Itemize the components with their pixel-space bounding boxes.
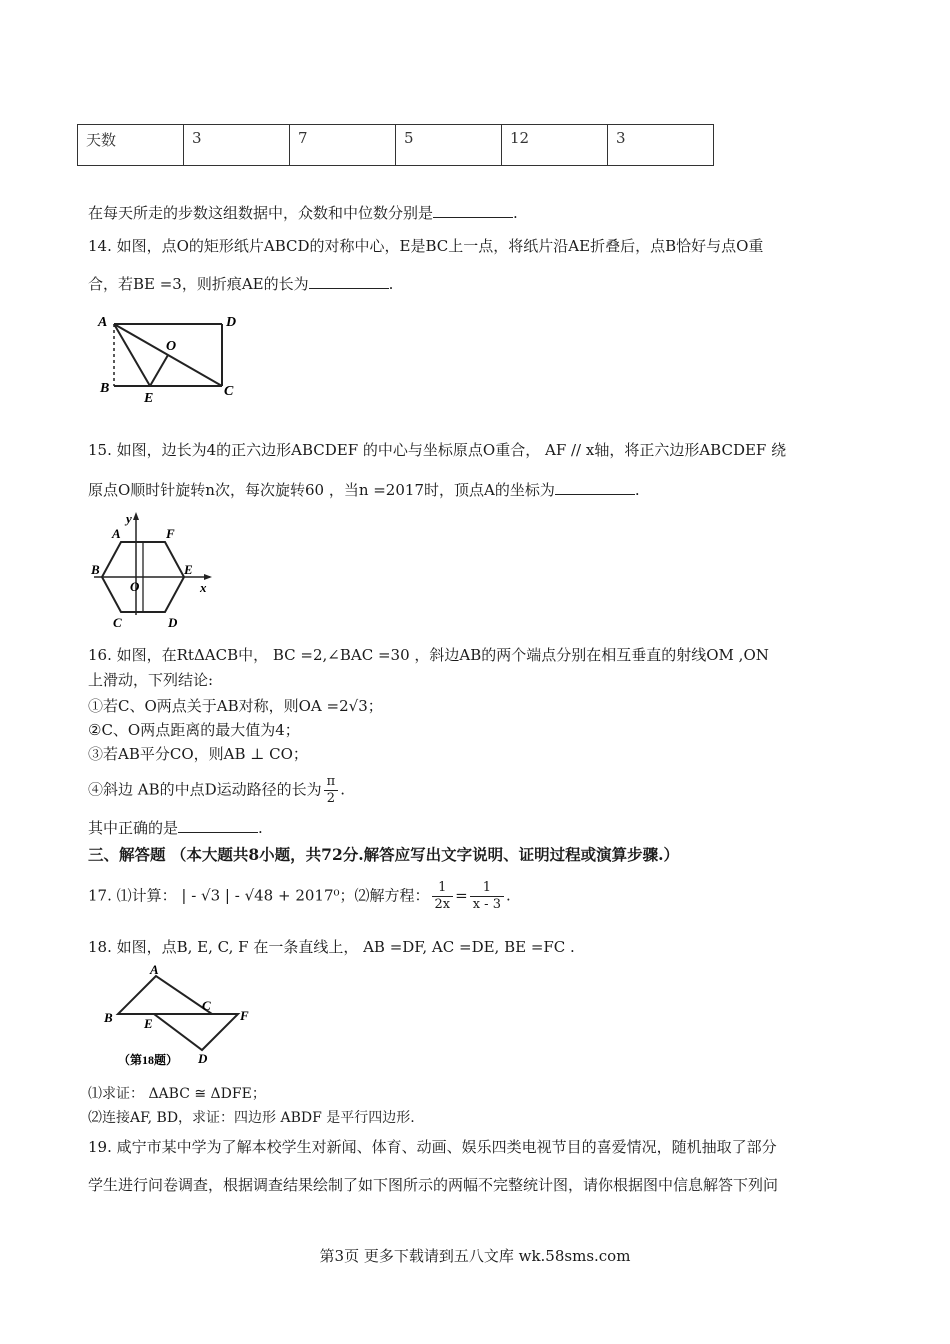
- section-heading: 三、解答题 （本大题共8小题，共72分.解答应写出文字说明、证明过程或演算步骤.）: [88, 845, 680, 864]
- label-B: B: [104, 1010, 113, 1025]
- q17: 17. ⑴计算： | - √3 | - √48 + 2017⁰；⑵解方程： $\frac{1}{2x}$ = $\frac{1}{x - 3}$ .: [88, 880, 511, 912]
- fraction: $\frac{\pi}{2}$: [324, 774, 339, 807]
- q16-choice-4: ④斜边 AB的中点D运动路径的长为 $\frac{\pi}{2}$ .: [88, 774, 345, 806]
- q18-part2: ⑵连接AF, BD，求证：四边形 ABDF 是平行四边形.: [88, 1110, 415, 1126]
- q16-line1: 16. 如图，在RtΔACB中， BC =2,∠BAC =30 ，斜边AB的两个端点分别在相互垂直的射线OM ,ON: [88, 646, 769, 664]
- label-A: A: [112, 526, 121, 541]
- page-footer: 第3页 更多下载请到五八文库 wk.58sms.com: [319, 1247, 631, 1265]
- label-O: O: [130, 579, 140, 594]
- label-E: E: [144, 1016, 153, 1031]
- q14-line2: 合，若BE =3，则折痕AE的长为 .: [88, 275, 394, 293]
- q18-triangles-figure: [98, 962, 268, 1074]
- figure-caption: （第18题）: [118, 1053, 179, 1067]
- label-B: B: [91, 562, 100, 577]
- q18-part1: ⑴求证： ΔABC ≅ ΔDFE；: [88, 1086, 266, 1102]
- q16-line2: 上滑动，下列结论:: [88, 671, 214, 689]
- axis-x-label: x: [200, 580, 207, 595]
- q16-choice-1: ①若C、O两点关于AB对称，则OA =2√3；: [88, 697, 383, 715]
- axis-y-label: y: [126, 511, 132, 526]
- fraction: $\frac{1}{2x}$: [432, 880, 454, 913]
- table-cell: 12: [502, 125, 608, 166]
- q13-tail: 在每天所走的步数这组数据中，众数和中位数分别是 .: [88, 204, 518, 222]
- q15-line1: 15. 如图，边长为4的正六边形ABCDEF 的中心与坐标原点O重合， AF // x轴，将正六边形ABCDEF 绕: [88, 441, 787, 459]
- q16-tail: 其中正确的是 .: [88, 819, 263, 837]
- label-C: C: [202, 998, 211, 1013]
- label-D: D: [168, 615, 178, 630]
- q14-rectangle-figure: [92, 310, 252, 405]
- q16-choice-3: ③若AB平分CO，则AB ⊥ CO；: [88, 745, 308, 763]
- q19-line2: 学生进行问卷调查，根据调查结果绘制了如下图所示的两幅不完整统计图，请你根据图中信息解答下列问: [88, 1176, 779, 1194]
- label-D: D: [226, 315, 237, 330]
- label-F: F: [166, 526, 175, 541]
- table-row: [78, 125, 714, 166]
- label-O: O: [166, 339, 177, 354]
- table-cell: 5: [396, 125, 502, 166]
- label-E: E: [144, 391, 154, 405]
- table-header-cell: 天数: [78, 125, 184, 166]
- answer-blank: [433, 203, 513, 218]
- days-table: [77, 124, 714, 166]
- q16-choice-2: ②C、O两点距离的最大值为4；: [88, 721, 300, 739]
- table-cell: 3: [184, 125, 290, 166]
- fraction: $\frac{1}{x - 3}$: [470, 880, 504, 913]
- label-D: D: [198, 1051, 208, 1066]
- answer-blank: [309, 274, 389, 289]
- label-F: F: [240, 1008, 249, 1023]
- label-B: B: [100, 381, 110, 396]
- q18-line1: 18. 如图，点B, E, C, F 在一条直线上， AB =DF, AC =DE, BE =FC .: [88, 938, 575, 956]
- q14-line1: 14. 如图，点O的矩形纸片ABCD的对称中心，E是BC上一点，将纸片沿AE折叠后，点B恰好与点O重: [88, 237, 764, 255]
- label-A: A: [150, 962, 159, 977]
- label-C: C: [113, 615, 122, 630]
- q19-line1: 19. 咸宁市某中学为了解本校学生对新闻、体育、动画、娱乐四类电视节目的喜爱情况，随机抽取了部分: [88, 1138, 777, 1156]
- table-cell: 3: [608, 125, 714, 166]
- label-A: A: [98, 315, 108, 330]
- label-C: C: [224, 384, 234, 399]
- answer-blank: [178, 818, 258, 833]
- label-E: E: [184, 562, 193, 577]
- table-cell: 7: [290, 125, 396, 166]
- q15-hexagon-figure: [88, 510, 218, 630]
- q15-line2: 原点O顺时针旋转n次，每次旋转60 ，当n =2017时，顶点A的坐标为 .: [88, 481, 640, 499]
- answer-blank: [555, 480, 635, 495]
